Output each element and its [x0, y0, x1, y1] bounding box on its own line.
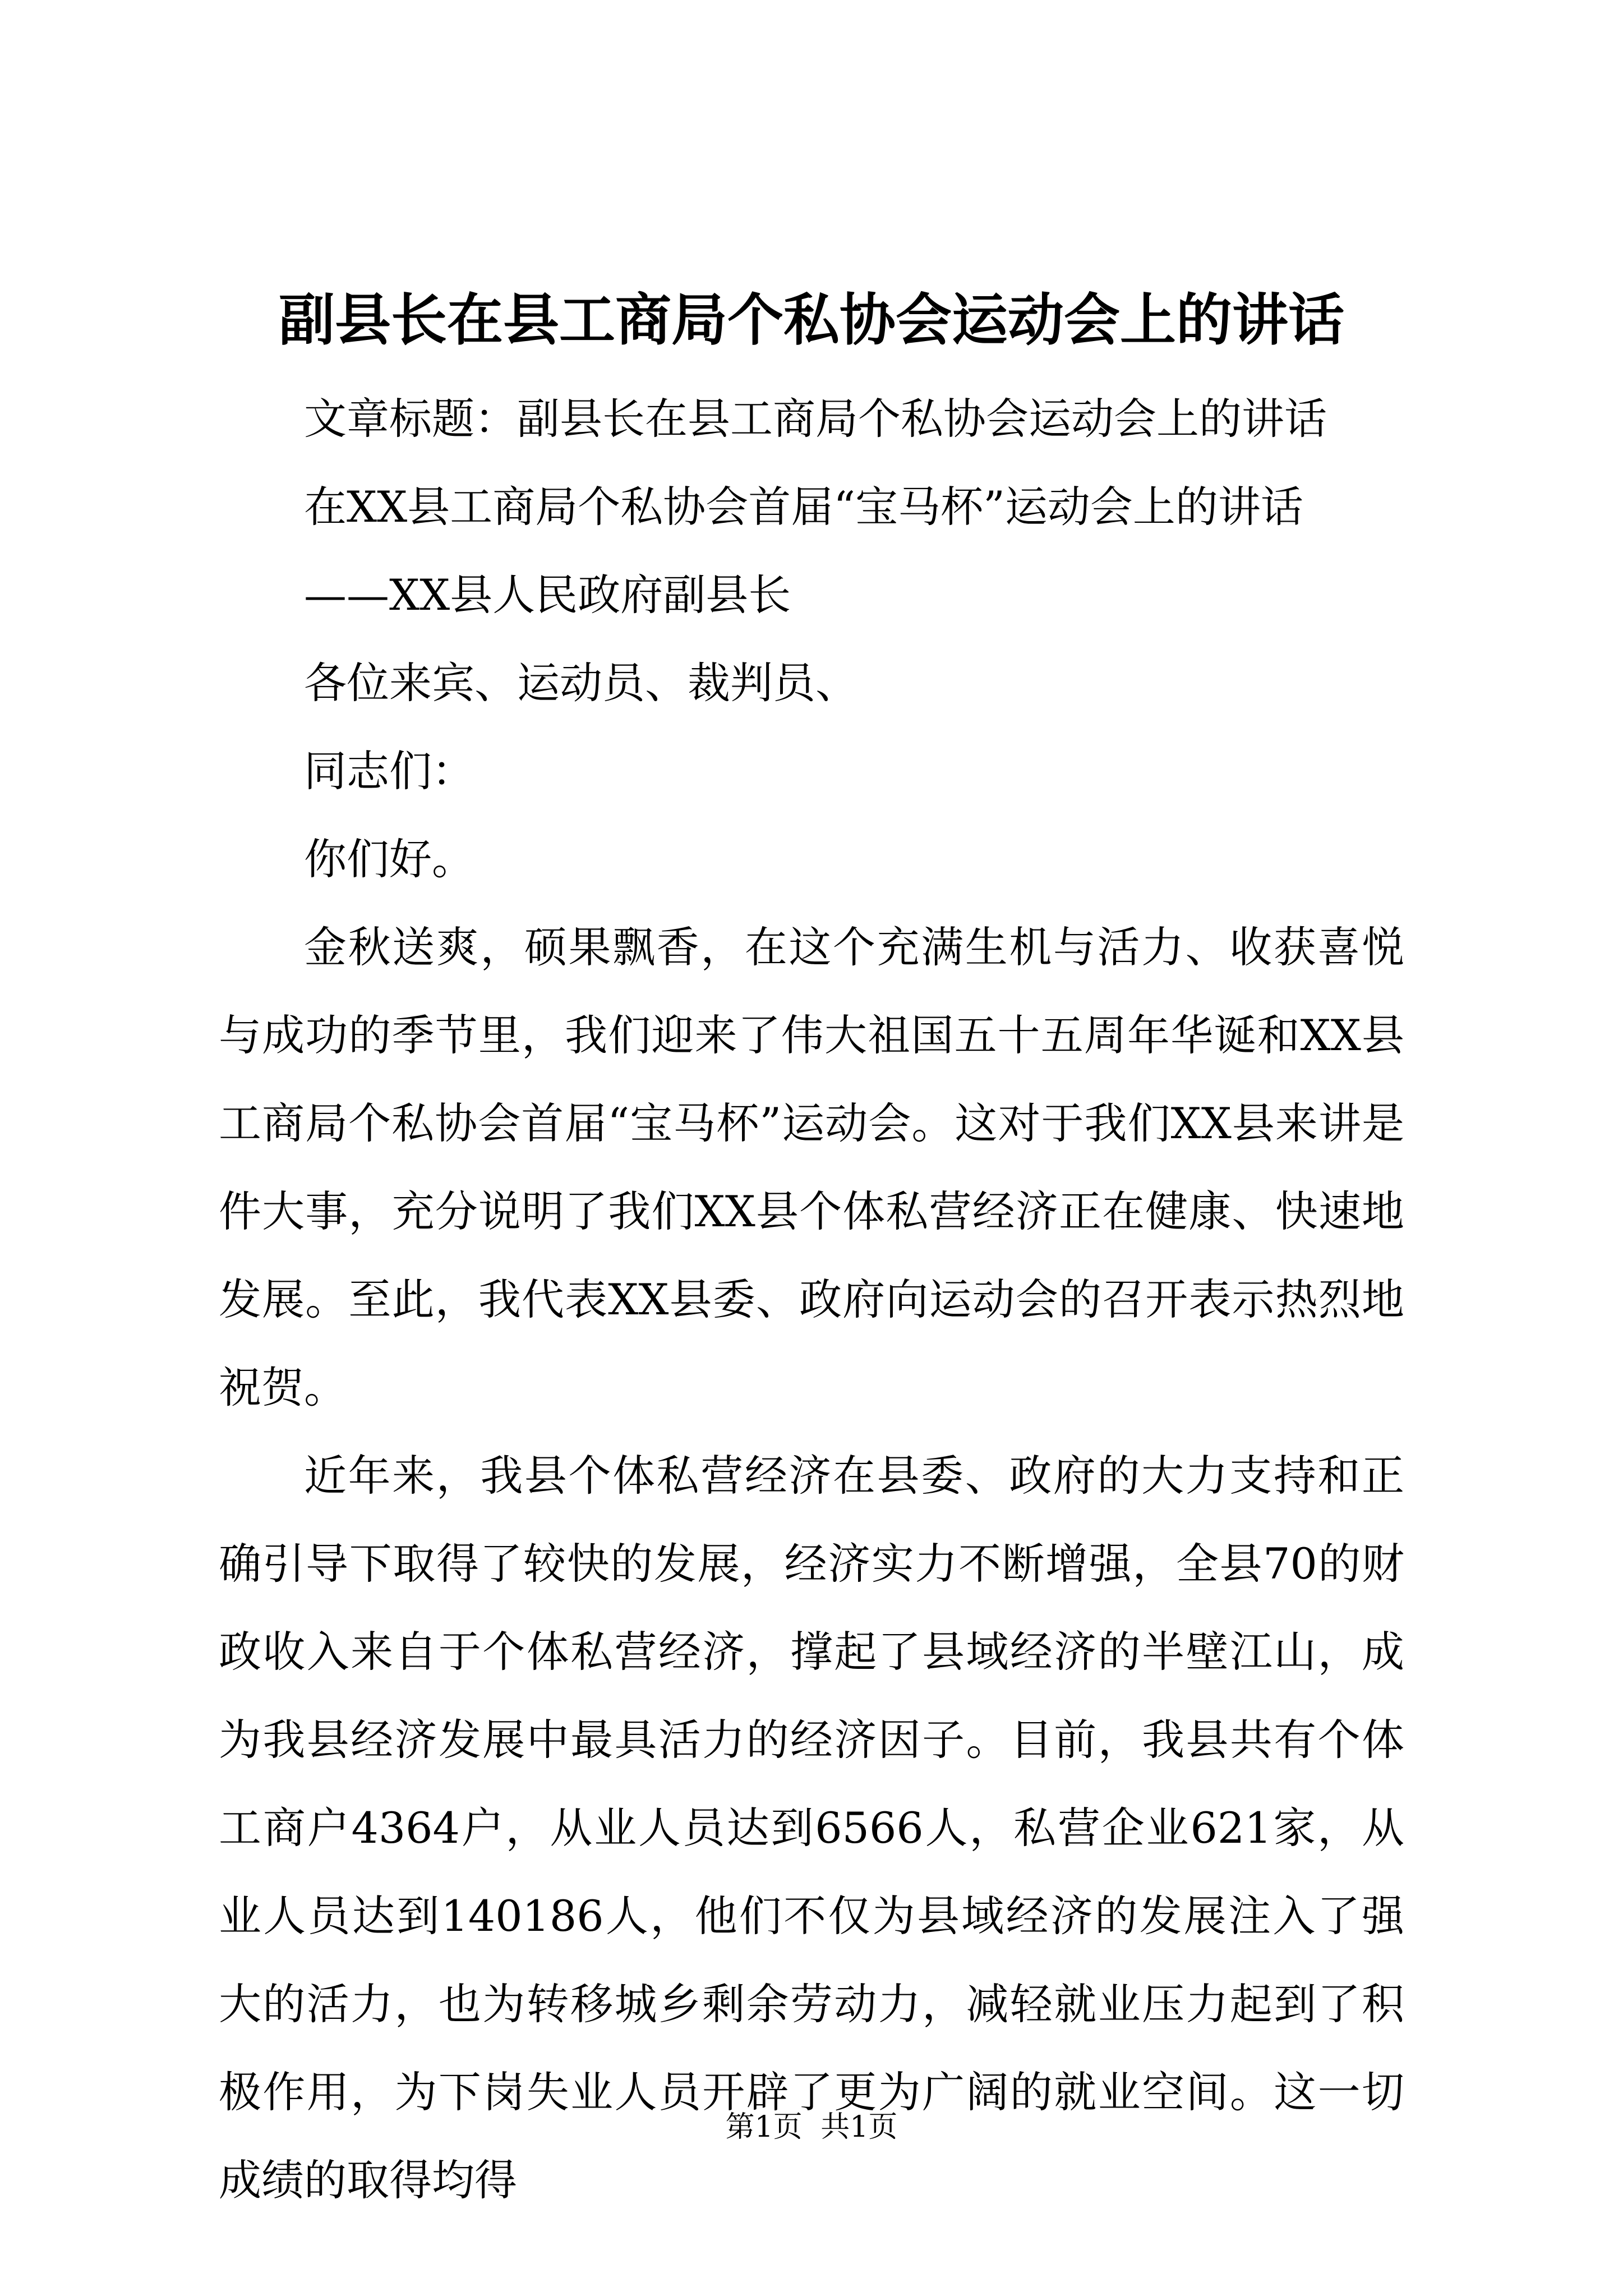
page-total: 共1页 — [820, 2110, 898, 2144]
document-title: 副县长在县工商局个私协会运动会上的讲话 — [279, 287, 1344, 353]
paragraph: 金秋送爽，硕果飘香，在这个充满生机与活力、收获喜悦与成功的季节里，我们迎来了伟大祖国五十五周年华诞和XX县工商局个私协会首届“宝马杯”运动会。这对于我们XX县来讲是件大事，充分说明了我们XX县个体私营经济正在健康、快速地发展。至此，我代表XX县委、政府向运动会的召开表示热烈地祝贺。 — [219, 922, 1404, 1412]
paragraph: 同志们： — [304, 746, 474, 796]
paragraph: 文章标题：副县长在县工商局个私协会运动会上的讲话 — [304, 394, 1327, 444]
paragraph: 各位来宾、运动员、裁判员、 — [304, 658, 858, 708]
document-body — [219, 375, 1404, 2224]
page-footer — [0, 2108, 1623, 2147]
page-number: 第1页 — [725, 2110, 803, 2144]
paragraph: 在XX县工商局个私协会首届“宝马杯”运动会上的讲话 — [304, 482, 1303, 532]
paragraph: ——XX县人民政府副县长 — [304, 570, 791, 620]
paragraph: 近年来，我县个体私营经济在县委、政府的大力支持和正确引导下取得了较快的发展，经济实力不断增强，全县70的财政收入来自于个体私营经济，撑起了县域经济的半壁江山，成为我县经济发展中最具活力的经济因子。目前，我县共有个体工商户4364户，从业人员达到6566人，私营企业621家，从业人员达到140186人，他们不仅为县域经济的发展注入了强大的活力，也为转移城乡剩余劳动力，减轻就业压力起到了积极作用，为下岗失业人员开辟了更为广阔的就业空间。这一切成绩的取得均得 — [219, 1451, 1404, 2205]
paragraph: 你们好。 — [304, 834, 474, 884]
